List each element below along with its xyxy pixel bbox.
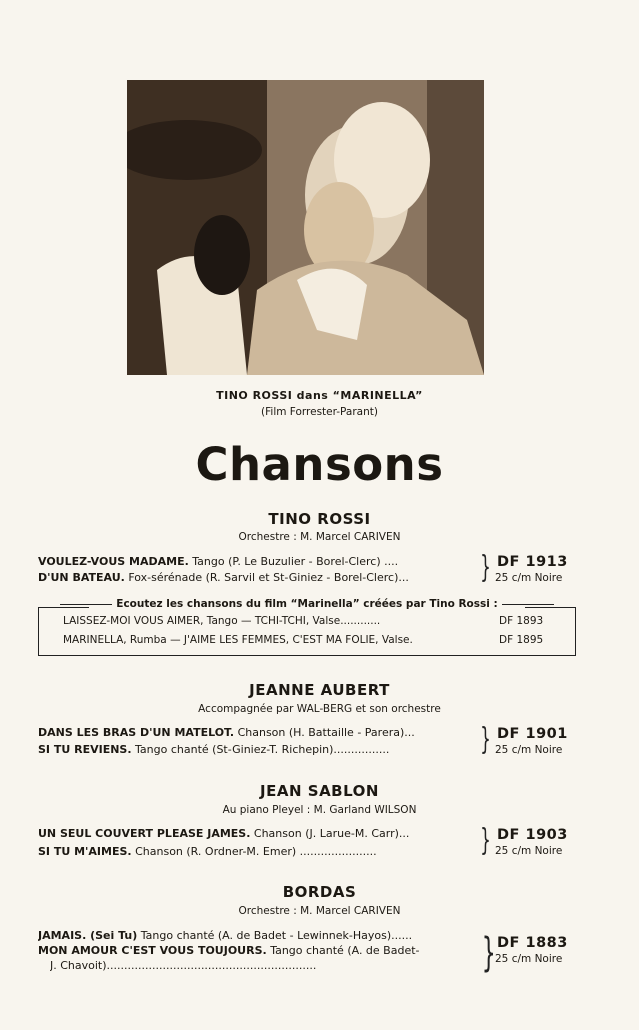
record-format: 25 c/m Noire	[495, 953, 563, 965]
film-song-row: LAISSEZ-MOI VOUS AIMER, Tango — TCHI-TCHI, Valse............	[63, 615, 381, 627]
song-title: D'UN BATEAU.	[38, 571, 125, 584]
page-title: Chansons	[195, 438, 444, 491]
film-song-catalog: DF 1895	[499, 634, 544, 646]
record-format: 25 c/m Noire	[495, 572, 563, 584]
artist-name: JEAN SABLON	[260, 782, 379, 800]
song-line	[50, 959, 490, 972]
song-desc: Chanson (J. Larue-M. Carr)...	[253, 827, 410, 840]
artist-name: JEANNE AUBERT	[249, 681, 390, 699]
song-desc: Tango chanté (A. de Badet-	[270, 944, 420, 957]
song-desc: Tango chanté (St-Giniez-T. Richepin)................	[135, 743, 390, 756]
brace-glyph: }	[480, 722, 491, 757]
artist-credit: Accompagnée par WAL-BERG et son orchestre	[198, 703, 441, 715]
artist-name: TINO ROSSI	[268, 510, 371, 528]
catalog-number: DF 1901	[497, 726, 568, 742]
song-desc: Chanson (H. Battaille - Parera)...	[237, 726, 415, 739]
song-desc: Tango (P. Le Buzulier - Borel-Clerc) ....	[192, 555, 399, 568]
song-title: SI TU M'AIMES.	[38, 845, 132, 858]
brace-glyph: }	[480, 823, 491, 858]
catalog-number: DF 1883	[497, 935, 568, 951]
record-format: 25 c/m Noire	[495, 845, 563, 857]
song-title: UN SEUL COUVERT PLEASE JAMES.	[38, 827, 251, 840]
song-line	[38, 726, 478, 739]
song-line	[38, 571, 478, 584]
song-title: JAMAIS. (Sei Tu)	[38, 929, 138, 942]
song-desc: Tango chanté (A. de Badet - Lewinnek-Hayos)......	[140, 929, 413, 942]
song-desc: Fox-sérénade (R. Sarvil et St-Giniez - Borel-Clerc)...	[128, 571, 409, 584]
song-line	[38, 743, 478, 756]
artist-name: BORDAS	[282, 883, 357, 901]
catalog-number: DF 1903	[497, 827, 568, 843]
brace-glyph: }	[480, 550, 491, 585]
photo-credit: (Film Forrester-Parant)	[261, 406, 378, 418]
song-line	[38, 845, 478, 858]
song-line	[38, 944, 478, 957]
song-line	[38, 827, 478, 840]
record-format: 25 c/m Noire	[495, 744, 563, 756]
song-title: VOULEZ-VOUS MADAME.	[38, 555, 189, 568]
tino-rossi-photo	[127, 80, 484, 375]
photo-caption: TINO ROSSI dans “MARINELLA”	[216, 389, 423, 402]
artist-credit: Orchestre : M. Marcel CARIVEN	[238, 531, 401, 543]
portrait-image	[127, 80, 484, 375]
song-title: MON AMOUR C'EST VOUS TOUJOURS.	[38, 944, 267, 957]
song-title: DANS LES BRAS D'UN MATELOT.	[38, 726, 235, 739]
catalog-number: DF 1913	[497, 554, 568, 570]
song-line	[38, 555, 478, 568]
artist-credit: Orchestre : M. Marcel CARIVEN	[238, 905, 401, 917]
film-song-catalog: DF 1893	[499, 615, 544, 627]
artist-credit: Au piano Pleyel : M. Garland WILSON	[222, 804, 417, 816]
song-desc: Chanson (R. Ordner-M. Emer) ......................	[135, 845, 377, 858]
song-title: SI TU REVIENS.	[38, 743, 132, 756]
film-songs-box	[38, 607, 576, 656]
song-desc: J. Chavoit)............................................................	[50, 959, 317, 972]
film-box-header: Ecoutez les chansons du film “Marinella” créées par Tino Rossi :	[38, 598, 576, 610]
brace-glyph: }	[481, 930, 496, 976]
song-line	[38, 929, 478, 942]
film-song-row: MARINELLA, Rumba — J'AIME LES FEMMES, C'EST MA FOLIE, Valse.	[63, 634, 413, 646]
